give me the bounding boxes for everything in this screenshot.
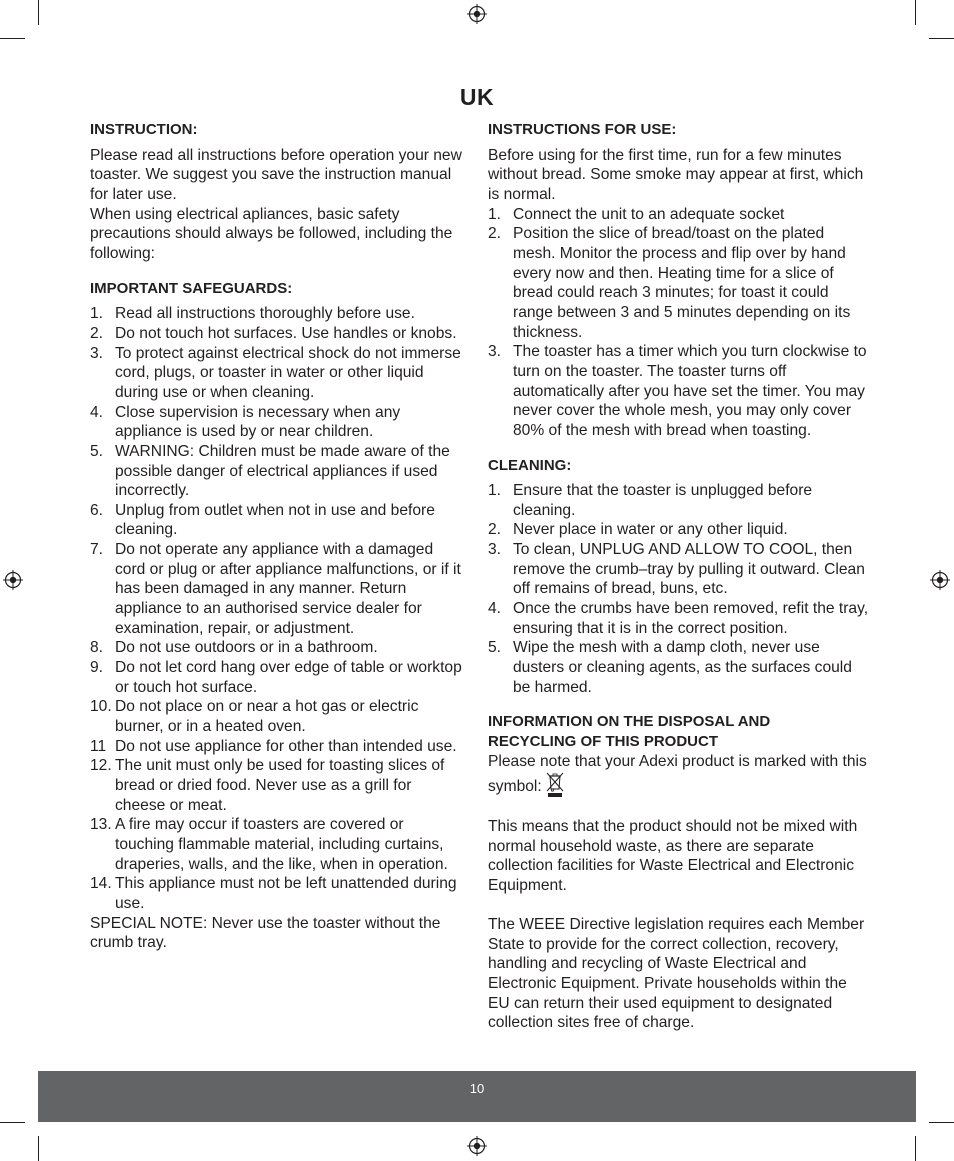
list-text: Do not operate any appliance with a damaged cord or plug or after appliance malfunctions, or if it has been damaged in any manner. Return appliance to an authorised service dealer for examination, repair, or adjustment. [115,541,461,637]
page-title: UK [459,84,495,110]
list-number: 2. [488,225,502,243]
list-number: 12. [90,757,112,775]
list-item [90,344,465,403]
cleaning-heading: CLEANING: [488,456,572,474]
disposal-symbol-text: Please note that your Adexi product is marked with this symbol: [488,752,867,796]
disposal-heading-line: RECYCLING OF THIS PRODUCT [488,733,719,751]
list-text: WARNING: Children must be made aware of the possible danger of electrical appliances if used incorrectly. [115,442,450,500]
list-item [488,540,870,599]
list-number: 13. [90,816,112,834]
list-text: Unplug from outlet when not in use and before cleaning. [115,501,435,539]
disposal-paragraph: The WEEE Directive legislation requires each Member State to provide for the correct collection, recovery, handling and recycling of Waste Electrical and Electronic Equipment. Private households within the EU can return their used equipment to designated collection sites free of charge. [488,915,865,1032]
list-number: 14. [90,875,112,893]
disposal-paragraph: This means that the product should not be mixed with normal household waste, as there are separate collection facilities for Waste Electrical and Electronic Equipment. [488,817,858,894]
list-number: 1. [488,482,502,500]
list-text: Once the crumbs have been removed, refit the tray, ensuring that it is in the correct position. [513,600,869,637]
use-intro: Before using for the first time, run for a few minutes without bread. Some smoke may appear at first, which is normal. [488,146,864,203]
list-number: 10. [90,698,112,716]
instruction-paragraph: When using electrical apliances, basic safety precautions should always be followed, including the following: [90,205,453,262]
list-number: 4. [90,403,104,421]
list-item [90,403,465,442]
list-item [488,224,870,342]
list-text: Do not place on or near a hot gas or electric burner, or in a heated oven. [115,698,419,736]
list-number: 9. [90,659,104,677]
list-number: 7. [90,541,104,559]
list-number: 6. [90,501,104,519]
list-text: Do not let cord hang over edge of table or worktop or touch hot surface. [115,659,462,696]
list-item [90,697,465,736]
use-heading: INSTRUCTIONS FOR USE: [488,121,677,138]
list-text: This appliance must not be left unattended during use. [115,875,457,912]
page-number: 10 [469,1081,485,1096]
list-item [488,638,870,697]
list-number: 3. [90,344,104,362]
list-item [488,520,870,540]
list-item [90,324,465,344]
list-item [488,205,870,225]
list-item [90,815,465,874]
instruction-heading: INSTRUCTION: [90,121,198,138]
list-item [90,658,465,697]
safeguards-list [90,304,465,913]
list-item [90,540,465,638]
list-number: 1. [90,305,104,323]
list-item [90,756,465,815]
safeguards-heading: IMPORTANT SAFEGUARDS: [90,279,293,297]
list-number: 8. [90,639,104,657]
special-note: SPECIAL NOTE: Never use the toaster without the crumb tray. [90,914,441,952]
list-number: 4. [488,600,502,618]
registration-mark-icon [467,1136,487,1156]
list-number: 11 [90,737,107,755]
list-text: Read all instructions thoroughly before use. [115,305,415,323]
instruction-paragraph: Please read all instructions before operation your new toaster. We suggest you save the instruction manual for later use. [90,146,462,203]
list-text: Never place in water or any other liquid. [513,521,788,539]
crop-mark [929,38,954,39]
list-text: To protect against electrical shock do not immerse cord, plugs, or toaster in water or other liquid during use or when cleaning. [115,344,461,401]
right-column [488,120,870,1033]
list-number: 1. [488,205,502,223]
list-item [90,501,465,540]
crop-mark [915,0,916,25]
footer-bar [38,1071,916,1122]
list-text: Do not touch hot surfaces. Use handles or knobs. [115,324,457,342]
list-text: Connect the unit to an adequate socket [513,205,785,223]
list-text: Ensure that the toaster is unplugged before cleaning. [513,482,813,519]
list-item [488,481,870,520]
cleaning-steps-list [488,481,870,697]
list-text: Do not use outdoors or in a bathroom. [115,639,378,657]
list-text: The toaster has a timer which you turn clockwise to turn on the toaster. The toaster turns off automatically after you have set the timer. You may never cover the whole mesh, you may only cover 80% of the mesh with bread when toasting. [513,343,867,439]
disposal-heading [488,712,870,751]
list-number: 3. [488,343,502,361]
crossed-out-bin-icon [545,771,565,797]
left-column [90,120,465,953]
list-text: Position the slice of bread/toast on the plated mesh. Monitor the process and flip over by hand every now and then. Heating time for a slice of bread could reach 3 minutes; for toast it could range between 3 and 5 minutes depending on its thickness. [513,225,851,341]
list-text: Do not use appliance for other than intended use. [115,737,457,755]
registration-mark-icon [930,570,950,590]
registration-mark-icon [3,570,23,590]
list-text: Close supervision is necessary when any appliance is used by or near children. [115,403,401,441]
list-item [488,599,870,638]
crop-mark [0,38,25,39]
crop-mark [38,1136,39,1161]
disposal-heading-line: INFORMATION ON THE DISPOSAL AND [488,713,771,731]
crop-mark [0,1122,25,1123]
list-item [90,737,465,757]
list-item [90,874,465,913]
list-number: 3. [488,541,502,559]
list-text: To clean, UNPLUG AND ALLOW TO COOL, then remove the crumb–tray by pulling it outward. Clean off remains of bread, buns, etc. [513,541,865,598]
list-number: 2. [90,324,104,342]
list-text: The unit must only be used for toasting slices of bread or dried food. Never use as a grill for cheese or meat. [115,757,445,814]
registration-mark-icon [467,4,487,24]
use-steps-list [488,205,870,441]
list-text: A fire may occur if toasters are covered or touching flammable material, including curtains, draperies, walls, and the like, when in operation. [115,816,448,873]
disposal-paragraph [488,752,870,798]
list-number: 2. [488,521,502,539]
list-item [488,342,870,440]
list-item [90,638,465,658]
crop-mark [915,1136,916,1161]
list-item [90,304,465,324]
list-number: 5. [90,442,104,460]
crop-mark [38,0,39,25]
crop-mark [929,1122,954,1123]
list-number: 5. [488,639,502,657]
list-text: Wipe the mesh with a damp cloth, never use dusters or cleaning agents, as the surfaces could be harmed. [513,639,852,696]
list-item [90,442,465,501]
